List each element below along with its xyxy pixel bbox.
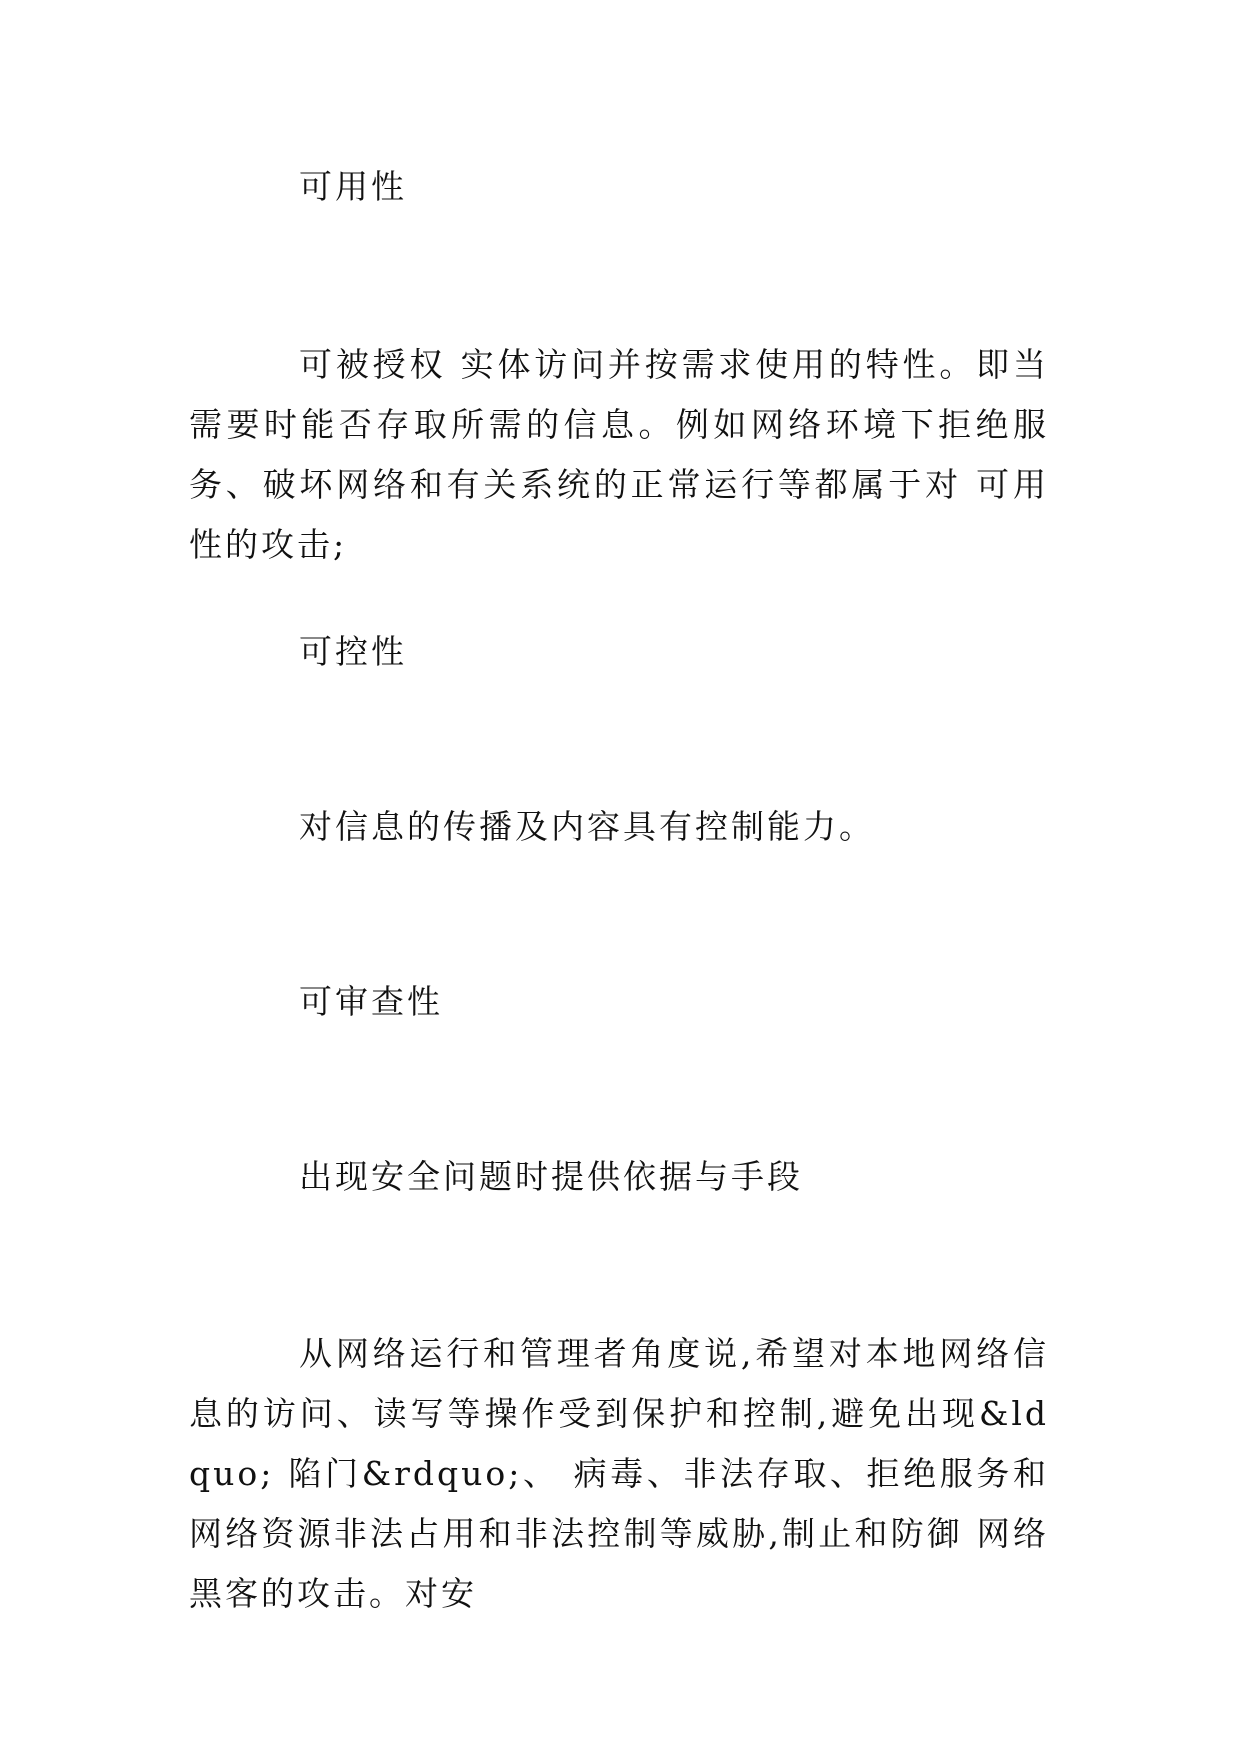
heading-controllability: 可控性 — [299, 632, 407, 671]
paragraph-auditability-definition: 出现安全问题时提供依据与手段 — [299, 1157, 803, 1196]
paragraph-availability-definition: 可被授权 实体访问并按需求使用的特性。即当需要时能否存取所需的信息。例如网络环境下拒绝服务、破坏网络和有关系统的正常运行等都属于对 可用性的攻击; — [189, 345, 1049, 564]
heading-auditability: 可审查性 — [299, 982, 443, 1021]
paragraph-network-operator-perspective: 从网络运行和管理者角度说,希望对本地网络信息的访问、读写等操作受到保护和控制,避免出现&ldquo; 陷门&rdquo;、 病毒、非法存取、拒绝服务和 网络资源非法占用和非法控制等威胁,制止和防御 网络黑客的攻击。对安 — [189, 1334, 1049, 1613]
paragraph-controllability-definition: 对信息的传播及内容具有控制能力。 — [299, 807, 875, 846]
heading-availability: 可用性 — [299, 167, 407, 206]
